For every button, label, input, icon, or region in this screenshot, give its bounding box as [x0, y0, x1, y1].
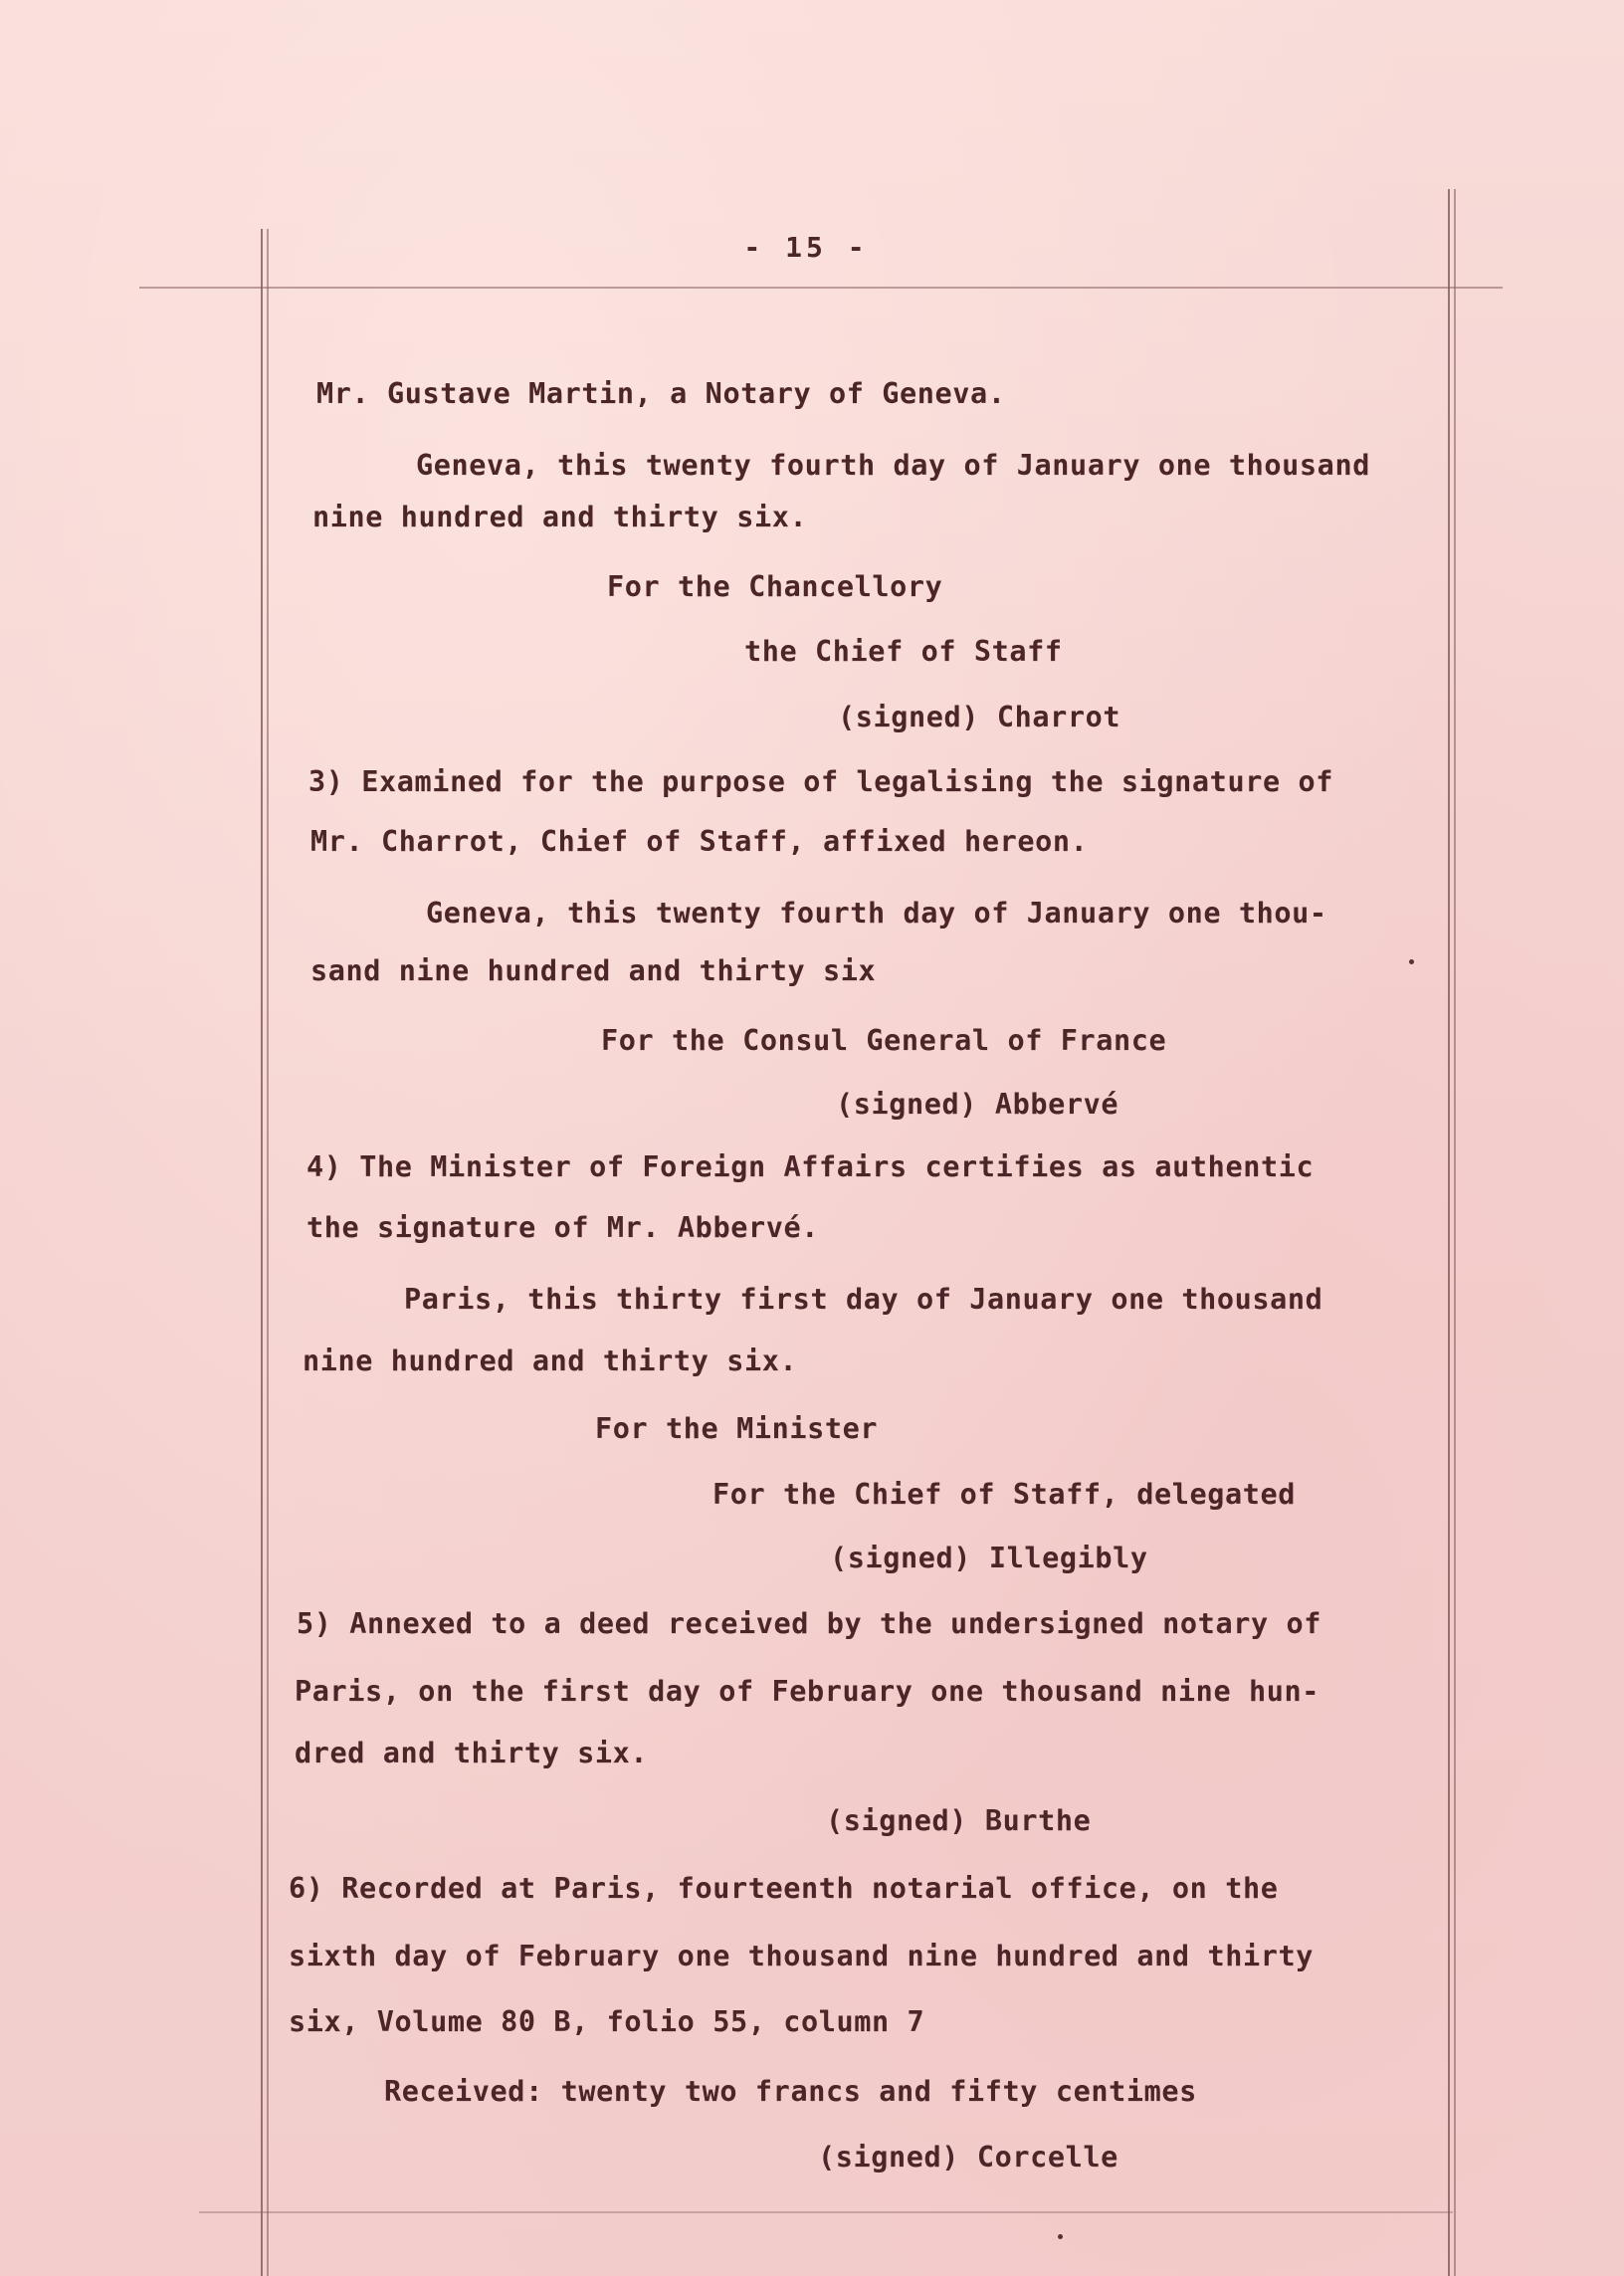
footer-rule: [199, 2211, 1453, 2213]
left-margin-rule-inner: [267, 229, 269, 2276]
text-line: dred and thirty six.: [295, 1737, 649, 1769]
text-line: Paris, on the first day of February one thousand nine hun-: [295, 1675, 1320, 1708]
text-line: Received: twenty two francs and fifty centimes: [384, 2075, 1197, 2108]
text-line: Paris, this thirty first day of January one thousand: [404, 1283, 1323, 1316]
text-line: nine hundred and thirty six.: [312, 501, 808, 533]
text-line: the signature of Mr. Abbervé.: [306, 1211, 819, 1244]
text-line: nine hundred and thirty six.: [303, 1345, 798, 1377]
right-margin-rule: [1448, 189, 1450, 2276]
text-line: 6) Recorded at Paris, fourteenth notarial office, on the: [289, 1872, 1279, 1905]
text-line: sixth day of February one thousand nine hundred and thirty: [289, 1940, 1314, 1972]
text-line: (signed) Abbervé: [836, 1088, 1119, 1121]
text-line: (signed) Burthe: [826, 1804, 1092, 1837]
text-line: Geneva, this twenty fourth day of January one thou-: [426, 897, 1327, 930]
text-line: For the Chief of Staff, delegated: [712, 1478, 1297, 1511]
text-line: 3) Examined for the purpose of legalising the signature of: [308, 765, 1333, 798]
text-line: For the Chancellory: [607, 570, 943, 603]
text-line: 5) Annexed to a deed received by the undersigned notary of: [297, 1607, 1321, 1640]
text-line: 4) The Minister of Foreign Affairs certifies as authentic: [306, 1150, 1315, 1183]
text-line: For the Minister: [595, 1412, 879, 1445]
text-line: (signed) Corcelle: [818, 2141, 1118, 2173]
text-line: For the Consul General of France: [601, 1024, 1167, 1057]
ink-speck: [1409, 959, 1414, 964]
text-line: six, Volume 80 B, folio 55, column 7: [289, 2005, 925, 2038]
text-line: Mr. Gustave Martin, a Notary of Geneva.: [316, 377, 1006, 410]
text-line: Geneva, this twenty fourth day of January one thousand: [416, 449, 1370, 482]
ink-speck: [1058, 2234, 1063, 2239]
right-margin-rule-inner: [1454, 189, 1456, 2276]
page-number: - 15 -: [743, 231, 869, 264]
text-line: (signed) Illegibly: [830, 1542, 1148, 1574]
text-line: sand nine hundred and thirty six: [310, 954, 877, 987]
text-line: (signed) Charrot: [838, 701, 1121, 733]
text-line: Mr. Charrot, Chief of Staff, affixed hereon.: [310, 825, 1089, 858]
left-margin-rule: [261, 229, 263, 2276]
header-rule: [139, 287, 1503, 289]
text-line: the Chief of Staff: [744, 635, 1063, 668]
